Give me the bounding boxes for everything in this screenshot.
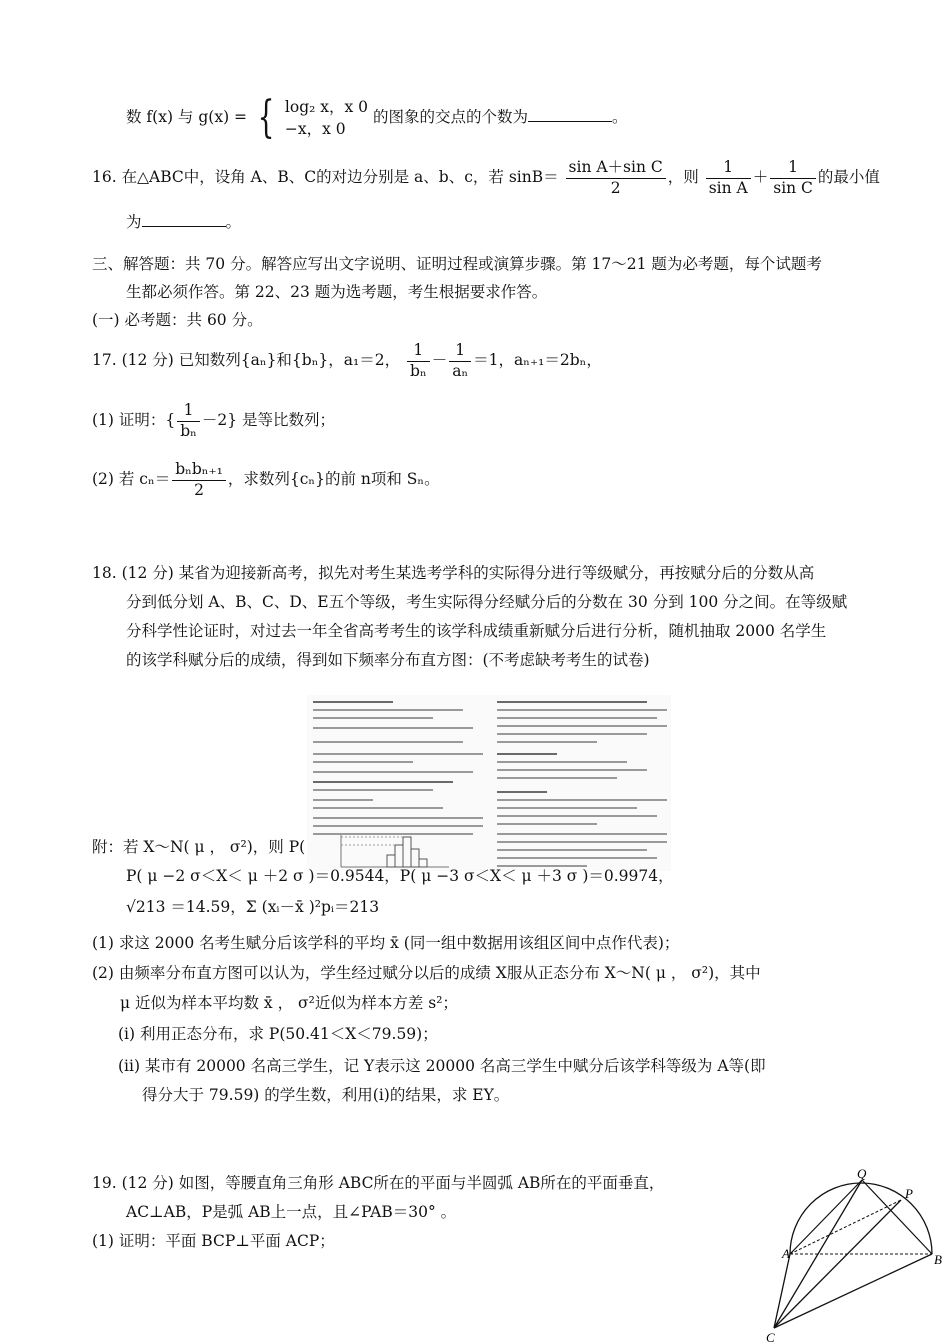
q18-note-line2: P( μ −2 σ＜X＜ μ ＋2 σ )＝0.9544，P( μ −3 σ＜X＜ μ ＋3 σ )＝0.9974，	[126, 867, 674, 885]
section3-heading: 三、解答题：共 70 分。解答应写出文字说明、证明过程或演算步骤。第 17～21 题为必考题，每个试题考	[92, 255, 822, 273]
q16-text1: 在△ABC中，设角 A、B、C的对边分别是 a、b、c，若 sinB＝	[121, 168, 559, 186]
q16-text2: ，则	[667, 168, 699, 186]
q17-part1-frac: $\frac{1}{\text{bₙ}}$	[177, 403, 200, 439]
q19-number: 19.	[92, 1174, 117, 1192]
q18-part2a: (2) 由频率分布直方图可以认为，学生经过赋分以后的成绩 X服从正态分布 X～N( μ ， σ²)，其中	[92, 964, 761, 982]
q17-part2-lead: (2) 若 cₙ＝	[92, 470, 171, 488]
q18-line3: 分科学性论证时，对过去一年全省高考考生的该学科成绩重新赋分后进行分析，随机抽取 2000 名学生	[126, 622, 827, 640]
q15-cases	[285, 96, 368, 140]
q15-tail-text: 的图象的交点的个数为	[372, 108, 528, 126]
q15-tail	[126, 92, 628, 143]
q17-number: 17.	[92, 351, 117, 369]
q18-part-ii-a: (ii) 某市有 20000 名高三学生，记 Y表示这 20000 名高三学生中赋分后该学科等级为 A等(即	[118, 1057, 766, 1075]
q18-part-ii-b: 得分大于 79.59) 的学生数，利用(i)的结果，求 EY。	[142, 1086, 510, 1104]
q17-frac1: $\frac{1}{\text{bₙ}}$	[407, 343, 430, 379]
q16-frac3: $\frac{1}{\text{sin C}}$	[770, 160, 816, 196]
label-q: Q	[857, 1168, 867, 1181]
q15-case1: log₂ x，x 0	[284, 98, 369, 116]
q15-case2: −x，x 0	[284, 120, 346, 138]
label-a: A	[782, 1246, 790, 1261]
q17-part2	[92, 462, 440, 498]
q18-part1: (1) 求这 2000 名考生赋分后该学科的平均 x̄ (同一组中数据用该组区间中点作代表)；	[92, 934, 680, 952]
q17-text2: ＝1，aₙ₊₁＝2bₙ，	[473, 351, 602, 369]
section3-sub: (一) 必考题：共 60 分。	[92, 311, 263, 329]
segment-cb	[774, 1254, 932, 1328]
q16-line1	[92, 160, 880, 196]
q18-line2: 分到低分划 A、B、C、D、E五个等级，考生实际得分经赋分后的分数在 30 分到 100 分之间。在等级赋	[126, 593, 848, 611]
q18-line4: 的该学科赋分后的成绩，得到如下频率分布直方图：(不考虑缺考考生的试卷)	[126, 651, 650, 669]
label-b: B	[934, 1252, 942, 1267]
q19-line1-text: (12 分) 如图，等腰直角三角形 ABC所在的平面与半圆弧 AB所在的平面垂直，	[121, 1174, 665, 1192]
q17-part2-tail: ，求数列{cₙ}的前 n项和 Sₙ。	[227, 470, 440, 488]
q15-end: 。	[611, 108, 628, 126]
q17-part2-frac: $\frac{\text{bₙbₙ₊₁}}{2}$	[172, 462, 226, 498]
q16-end: 。	[225, 213, 242, 231]
mini-histogram	[339, 833, 459, 869]
segment-ca	[774, 1254, 790, 1328]
q16-text3: 的最小值	[817, 168, 880, 186]
q18-line1-text: (12 分) 某省为迎接新高考，拟先对考生某选考学科的实际得分进行等级赋分，再按赋分后的分数从高	[121, 564, 815, 582]
q16-answer-blank	[142, 212, 226, 227]
q17-text1: (12 分) 已知数列{aₙ}和{bₙ}，a₁＝2，	[121, 351, 401, 369]
q18-part2b: μ 近似为样本平均数 x̄ ， σ²近似为样本方差 s²；	[120, 994, 458, 1012]
section3-heading2: 生都必须作答。第 22、23 题为选考题，考生根据要求作答。	[126, 283, 548, 301]
q16-line2	[126, 212, 241, 231]
q17-part1-tail: －2} 是等比数列；	[201, 411, 336, 429]
q17-line1	[92, 343, 602, 379]
q15-lead: 数 f(x) 与 g(x) =	[126, 108, 248, 126]
q16-plus: ＋	[752, 168, 769, 186]
q16-number: 16.	[92, 168, 117, 186]
q18-part-i: (i) 利用正态分布，求 P(50.41＜X＜79.59)；	[118, 1025, 438, 1043]
q19-line2: AC⊥AB，P是弧 AB上一点，且∠PAB＝30° 。	[126, 1203, 457, 1221]
q16-line2-text: 为	[126, 213, 142, 231]
q17-frac2: $\frac{1}{\text{aₙ}}$	[449, 343, 471, 379]
case-brace: {	[257, 92, 275, 143]
q19-figure	[760, 1168, 950, 1344]
segment-cp	[774, 1200, 901, 1328]
q16-frac1: $\frac{\text{sin A＋sin C}}{2}$	[566, 160, 666, 196]
q18-note-lead: 附：若 X～N( μ ， σ²)，则 P(	[92, 838, 306, 856]
q19-part1: (1) 证明：平面 BCP⊥平面 ACP；	[92, 1232, 335, 1250]
q19-line1	[92, 1176, 664, 1192]
q18-note-line3: √213 ＝14.59，Σ (xᵢ－x̄ )²pᵢ＝213	[126, 898, 380, 916]
label-c: C	[766, 1330, 775, 1344]
q18-number: 18.	[92, 564, 117, 582]
histogram-image	[307, 695, 671, 871]
q17-part1	[92, 403, 335, 439]
q15-answer-blank	[528, 107, 612, 122]
q17-part1-lead: (1) 证明：{	[92, 411, 176, 429]
label-p: P	[905, 1186, 913, 1201]
q18-line1	[92, 566, 814, 582]
q17-minus: －	[431, 351, 448, 369]
q16-frac2: $\frac{1}{\text{sin A}}$	[706, 160, 751, 196]
